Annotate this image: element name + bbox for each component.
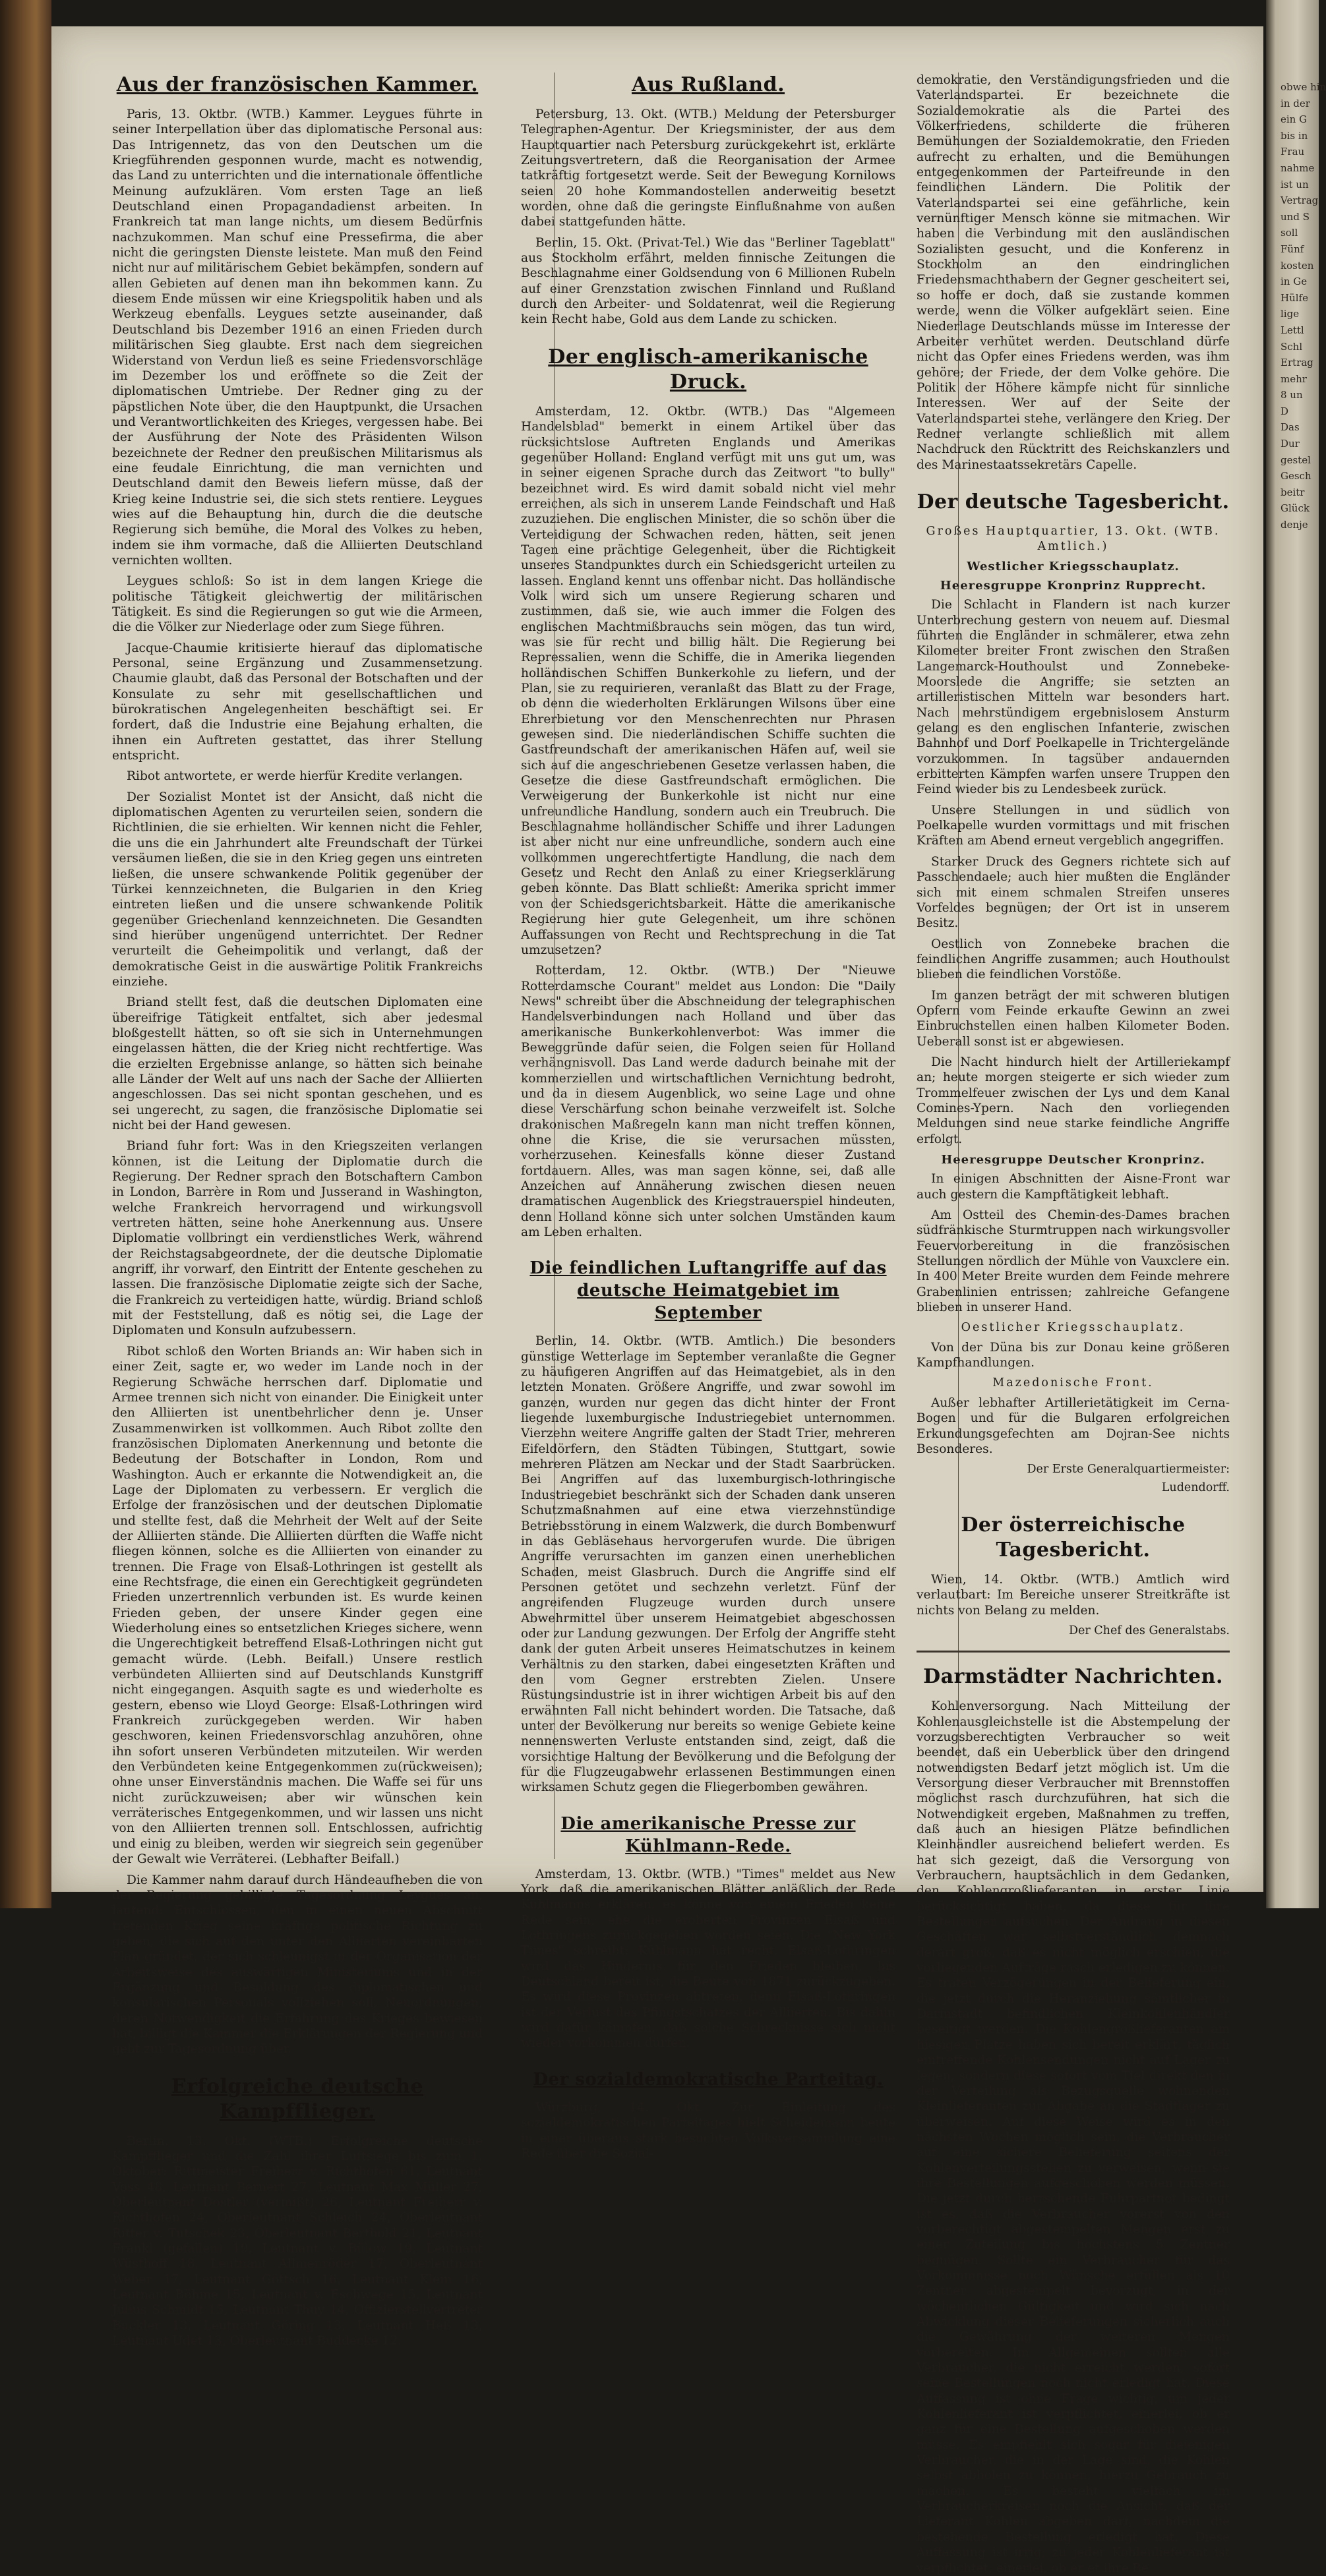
article-paragraph: Jacque-Chaumie kritisierte hierauf das diplomatische Personal, seine Ergänzung und Zusammensetzung. Chaumie glaubt, daß das Personal der Botschaften und der Konsulate zu sehr mit gesellschaftlichen und bürokratischen Angelegenheiten beschäftigt sei. Er fordert, daß die Industrie eine Bejahung erhalten, die ihnen ein Auftreten gestattet, das ihrer Stellung entspricht.: [112, 641, 483, 763]
headline-french-chamber: Aus der französischen Kammer.: [116, 73, 479, 96]
headline-fighter-pilots: Erfolgreiche deutsche Kampfflieger.: [171, 2074, 424, 2123]
article-paragraph: Starker Druck des Gegners richtete sich auf Passchendaele; auch hier mußten die Engländer sich mit einem schmalen Streifen unseres Vorfeldes begnügen; der Ort ist in unserem Besitz.: [917, 854, 1230, 931]
adjacent-page-fragment: 8 un: [1281, 389, 1303, 401]
adjacent-page-column: [1281, 79, 1326, 1875]
article-paragraph: Berlin, 14. Oktbr. (WTB. Amtlich.) Die besonders günstige Wetterlage im September veranlaßte die Gegner zu häufigeren Angriffen auf das Heimatgebiet, als in den letzten Monaten. Größere Angriffe, und zwar sowohl im ganzen, wurden nur gegen das dicht hinter der Front liegende luxemburgische Industriegebiet unternommen. Vierzehn weitere Angriffe galten der Stadt Trier, mehreren Eifeldörfern, den Städten Tübingen, Stuttgart, sowie mehreren Plätzen am Neckar und der Stadt Saarbrücken. Bei Angriffen auf das luxemburgisch-lothringische Industriegebiet beschränkt sich der Schaden dank unseren Schutzmaßnahmen auf eine etwa vierzehnstündige Betriebsstörung in einem Walzwerk, die durch Bombenwurf in das Gebläsehaus hervorgerufen wurde. Die übrigen Angriffe verursachten im ganzen einen unerheblichen Schaden, meist Glasbruch. Durch die Angriffe sind elf Personen getötet und sechzehn verletzt. Fünf der angreifenden Flugzeuge wurden durch unsere Abwehrmittel über unserem Heimatgebiet abgeschossen oder zur Landung gezwungen. Der Erfolg der Angriffe steht dank der guten Arbeit unseres Heimatschutzes in keinem Verhältnis zu den starken, dabei eingesetzten Kräften und den vom Gegner erstrebten Zielen. Unsere Rüstungsindustrie ist in ihrer wichtigen Arbeit bis auf den erwähnten Fall nicht behindert worden. Die Tatsache, daß unter der Bevölkerung nur bereits so wenige Gebiete keine nennenswerten Verluste entstanden sind, zeigt, daß die vorsichtige Haltung der Bevölkerung und die Befolgung der für die Flugzeugabwehr erlassenen Bestimmungen einen wirksamen Schutz gegen die Fliegerbomben gewähren.: [521, 1334, 895, 1795]
adjacent-page-fragment: Fünf: [1281, 243, 1304, 255]
article-paragraph: Außer lebhafter Artillerietätigkeit im Cerna-Bogen und für die Bulgaren erfolgreichen Erkundungsgefechten am Dojran-See nichts Besonderes.: [917, 1395, 1230, 1456]
newspaper-page: [51, 26, 1263, 2575]
book-binding: [0, 0, 51, 1908]
adjacent-page-fragment: beitr: [1281, 486, 1305, 498]
column-1: [112, 73, 483, 2349]
adjacent-page-fragment: soll: [1281, 227, 1298, 239]
column-3: [917, 73, 1230, 2575]
report-signature: Der Chef des Generalstabs.: [1068, 1624, 1230, 1637]
article-paragraph: Kohlenversorgung. Nach Mitteilung der Kohlenausgleichstelle ist die Abstempelung der vorzugsberechtigten Verbraucher so weit beendet, daß ein Ueberblick über den dringend notwendigsten Bedarf jetzt möglich ist. Um die Versorgung dieser Verbraucher mit Brennstoffen möglichst rasch durchzuführen, hat sich die Notwendigkeit ergeben, Maßnahmen zu treffen, daß auch an hiesigen Plätze befindlichen Kleinhändler ausreichend beliefert werden. Es hat sich gezeigt, daß die Versorgung von Verbrauchern, hauptsächlich in dem Gedanken, den Kohlengroßlieferanten in erster Linie berücksichtigt haben, da diese für ihre Bestellungen aufsuchen. Der Andrang in diesen Geschäften war selbstverständlich demnach derart groß, daß es nicht möglich erschien, die vorliegenden Aufträge rasch erledigen zu können. Es traten Verzögerungen in der Belieferung ein, die jetzt durch die Heranziehung sämtlicher in Darmstadt befindlichen Kleinkohlenhändler beseitigt werden. Die Kohlengroßlieferanten am hiesigen Platze haben sich bereit erklärt, täglich eintreffende Kohlensendungen nicht auf Lager zu legen, sondern diese sofort vom Tiel direkt den in der Verteilung als Bezugsquelle wohnenden Kleinlieferanten zur Abgabe an die Stadtlager zu überweisen. Auf diese Weise wird es in den nächsten Wochen möglich sein, die Verbraucher auf eine sichere Belieferung seitens der Kohlenverteilungsstellen zu verweisen, wenn sie ihre Bestellungen aufgeschoben werden müssen. Die jetzt durch herrschende Fuhrpartnot bedingt ist es, daß die Verbraucher vorerst von den vorberechtigt abgestempelten Mengen erst zu einer Zuteilung bis höchstens 5 Zentner begnügen. Sollte ein Verbraucher für das Vorkommnisse noch Wünsche erfüllen als 10 Zentner abgestempelt bevorzugt, in der wöchentlichen Gültigkeit und wird sich nach Abwicklung dieser Belieferungen sicherlich auch die Gewährung der weiteren Mengen vorbereiten. Im Allgemeinen sollten alle Verbraucher, die nicht erreicht werden, sofort seine Bestellungen noch nicht erledigt hat. Diese Auffassung ist ohne Frage wichtig, um jeder Kohlenlieferant ist verpflichtet, einerlei, ob er ganz für eine Bestellung aufgeschoben werden müsse. Es empfiehlt sich sogar für diejenigen Verbraucher, die in der Lage sind, die Kohlen selbst abholen zu können, hierzu Gebrauch zu machen. Es besteht vielfach im Verbraucherkreisen noch die Ansicht, daß der Lieferant Kohlen abgeben darf, nachdem die bestehende Bestellung erledigt hat. Diese Auffassung ist irrig; zu jeder Kohlenlieferant ist verpflichtet, einerlei, ob er et ihre Be: [917, 1699, 1230, 2575]
headline-anglo-american-pressure: Der englisch-amerikanische Druck.: [548, 345, 868, 394]
report-dateline: Großes Hauptquartier, 13. Okt. (WTB. Amtlich.): [926, 524, 1221, 554]
article-paragraph: Der Sozialist Montet ist der Ansicht, daß nicht die diplomatischen Agenten zu verurteilen seien, sondern die Richtlinien, die sie erhielten. Wir kennen nicht die Fehler, die uns die ein Jahrhundert alte Freundschaft der Türkei versäumen ließen, die sie in den Krieg gegen uns eintreten ließen, die unsere schwankende Politik gegenüber der Türkei kennzeichneten, die Bulgarien in den Krieg eintreten ließen und die unsere schwankende Politik gegenüber Griechenland kennzeichneten. Die Gesandten sind hierüber ungenügend unterrichtet. Der Redner verurteilt die Geheimpolitik und verlangt, daß der demokratische Geist in die auswärtige Politik Frankreichs einziehe.: [112, 790, 483, 989]
article-paragraph: Berlin, 15. Okt. (Privat-Tel.) Wie das "Berliner Tageblatt" aus Stockholm erfährt, melden finnische Zeitungen die Beschlagnahme einer Goldsendung von 6 Millionen Rubeln auf einer Grenzstation zwischen Finnland und Rußland durch den Arbeiter- und Soldatenrat, weil die Regierung kein Recht habe, Gold aus dem Lande zu schicken.: [521, 235, 895, 327]
article-paragraph: In einigen Abschnitten der Aisne-Front war auch gestern die Kampftätigkeit lebhaft.: [917, 1172, 1230, 1202]
article-paragraph: Die Schlacht in Flandern ist nach kurzer Unterbrechung gestern von neuem auf. Diesmal führten die Engländer in schmälerer, etwa zehn Kilometer breiter Front zwischen den Straßen Langemarck-Houthoulst und Zonnebeke-Moorslede die Angriffe; sie setzten an artilleristischen Mitteln war besonders hart. Nach mehrstündigem ergebnislosem Ansturm gelang es den englischen Infanterie, zwischen Bahnhof und Dorf Poelkapelle in Trichtergelände vorzukommen. In tagsüber andauernden erbitterten Kämpfen warfen unsere Truppen den Feind wieder bis zu Lendesbeek zurück.: [917, 598, 1230, 797]
adjacent-page-fragment: kosten: [1281, 259, 1314, 272]
article-paragraph: Die Kammer nahm darauf durch Händeaufheben die von der Regierung gebilligte Tagesordnung Leygues an, lautend: Entschlossen, den in einen neuen Abschnitt tretenden Krieg seine kräftige politische Richtung zu geben, die sich auf den unter den Alliierten vereinbarten Plan gründet, der sich schleunigst in der Organisation der Arbeitsweise des auswärtigen Ministeriums und in der Ergänzung und Besoldung des diplomatischen und konsularischen Personals vollziehen soll, Neuordnungen, deren Notwendigkeit die Erfahrung des Krieges bewiesen hat, billigt die Kammer die Erklärungen der Regierung und geht zur Tagesordnung über.: [112, 1873, 483, 2057]
headline-german-daily-report: Der deutsche Tagesbericht.: [917, 490, 1230, 513]
adjacent-page-fragment: mehr: [1281, 372, 1307, 385]
article-paragraph: Ribot schloß den Worten Briands an: Wir haben sich in einer Zeit, sagte er, wo weder im Lande noch in der Regierung Schwäche herrschen darf. Diplomatie und Armee trennen sich nicht von einander. Die Einigkeit unter den Alliierten ist unentbehrlicher denn je. Unser Zusammenwirken ist vollkommen. Auch Ribot zollte den französischen Diplomaten Anerkennung und betonte die Bedeutung der Botschafter in London, Rom und Washington. Auch er erkannte die Notwendigkeit an, die Lage der Diplomaten zu verbessern. Er verglich die Erfolge der französischen und der deutschen Diplomatie und stellte fest, daß die Mehrheit der Welt auf der Seite der Alliierten stände. Die Alliierten dürften die Waffe nicht fliegen können, solche es die Alliierten von einander zu trennen. Die Frage von Elsaß-Lothringen ist gestellt als eine Rechtsfrage, die einen ein Gerechtigkeit gegründeten Frieden unzertrennlich verbunden ist. Es wurde keinen Frieden geben, der unsere Kinder gegen eine Wiederholung eines so entsetzlichen Krieges sichere, wenn die Ungerechtigkeit betreffend Elsaß-Lothringen nicht gut gemacht würde. (Lebh. Beifall.) Unsere restlich verbündeten Alliierten sind auf Deutschlands Kunstgriff nicht eingegangen. Asquith sagte es und wiederholte es gestern, ebenso wie Lloyd George: Elsaß-Lothringen wird Frankreich zurückgegeben werden. Wir haben geschworen, keinen Friedensvorschlag anzuhören, ohne ihn sofort unseren Verbündeten mitzuteilen. Wir werden den Verbündeten keine Entgegenkommen zu(rückweisen); ohne unser Einverständnis machen. Die Waffe sei für uns nicht zurückzuweisen; aber wir wünschen kein verräterisches Entgegenkommen, und wir lassen uns nicht von den Alliierten trennen soll. Entschlossen, aufrichtig und einig zu bleiben, werden wir siegreich sein gegenüber der Gewalt wie Verräterei. (Lebhafter Beifall.): [112, 1344, 483, 1867]
adjacent-page-fragment: lige: [1281, 308, 1300, 320]
adjacent-page-fragment: Vertrag: [1281, 194, 1319, 207]
headline-darmstadt-news: Darmstädter Nachrichten.: [923, 1665, 1223, 1689]
adjacent-page-fragment: Dur: [1281, 438, 1300, 450]
article-paragraph: Amsterdam, 12. Oktbr. (WTB.) Das "Algemeen Handelsblad" bemerkt in einem Artikel über das rücksichtslose Auftreten Englands und Amerikas gegenüber Holland: England verfügt mit uns gut um, was in seiner eigenen Sprache durch das Zeitwort "to bully" bezeichnet wird. Es wird damit sobald nicht viel mehr erreichen, als sich in unserem Lande Feindschaft und Haß zuzuziehen. Die englischen Minister, die so schön über die Verteidigung der Schwachen reden, hätten, seit jenen Tagen eine prächtige Gelegenheit, über die Richtigkeit unseres Standpunktes durch ein Schiedsgericht urteilen zu lassen. England kennt uns offenbar nicht. Das holländische Volk wird sich um unsere Regierung scharen und zustimmen, daß sie, wie auch immer die Folgen des englischen Machtmißbrauchs sein mögen, das tun wird, was sie für recht und billig hält. Die Regierung bei Repressalien, wenn die Schiffe, die in Amerika liegenden holländischen Schiffen Bunkerkohle zu liefern, und der Plan, sie zu requirieren, veranlaßt das Blatt zu der Frage, ob denn die wiederholten Erklärungen Wilsons über eine Ehrerbietung vor den Menschenrechten nur Phrasen gewesen sind. Die niederländischen Schiffe suchten die Gastfreundschaft der amerikanischen Häfen auf, weil sie sich auf die angeschriebenen Gesetze verlassen haben, die Gesetze die diese Gastfreundschaft ermöglichen. Die Verweigerung der Bunkerkohle ist nicht nur eine unfreundliche Handlung, sondern auch ein Treubruch. Die Beschlagnahme holländischer Schiffe und ihrer Ladungen ist aber nicht nur eine unfreundliche, sondern auch eine vollkommen ungerechtfertigte Handlung, die nach dem Gesetz und Recht den Anlaß zu einer Kriegserklärung geben könnte. Das Blatt schließt: Amerika spricht immer von der Schiedsgerichtsbarkeit. Hätte die amerikanische Regierung hier gute Gelegenheit, um ihre schönen Auffassungen von Recht und Rechtsprechung in die Tat umzusetzen?: [521, 404, 895, 957]
column-2: [521, 73, 895, 2161]
section-divider: [917, 1651, 1230, 1653]
article-paragraph: Berlin, 13. Okt. (WTB.) Erfolgreiche deutsche Kampfflieger und die Zahl ihrer Luftsiege bis zum 1. Oktober: Rittmeister Freiherr v. Richthofen 61, Leutnant Voss 48, Leutnant Bernert 27, Leutnant Max Müller 27, Oberleutnant Dostler (vermißt) 26, Leutnant Freiherr v. Richthofen 24, Oberleutnant Schleich 24, Oberleutnant Ritter v. Tutschek 23, Oberleutnant Berthold 21, Leutnant Frankl (gefallen) 19, Leutnant v. Bülow 19, Leutnant Wüsthoff 18, Leutnant Allmenröder 17, Oberleutnant Weber 17, Leutnant Göttsch 16, Leutnant Klein 16, Leutnant Böhme 15, Leutnant v. Eschwege 15, Leutnant Julius Schmidt 15, Leutnant Thuy 14, Offizierstellvertreter Buckler 13, Leutnant Göring 13, Leutnant Heß 13, Leutnant Udet 13, Oberleutnant Buddecke 12.: [112, 2134, 483, 2349]
article-paragraph: Am Ostteil des Chemin-des-Dames brachen südfränkische Sturmtruppen nach wirkungsvoller Feuervorbereitung in die französischen Stellungen nördlich der Mühle von Vauxclere ein. In 400 Meter Breite wurden dem Feinde mehrere Grabenlinien entrissen; zahlreiche Gefangene blieben in unserer Hand.: [917, 1208, 1230, 1315]
headline-party-congress: Der sozialdemokratische Parteitag.: [533, 2069, 884, 2090]
article-paragraph: Oestlich von Zonnebeke brachen die feindlichen Angriffe zusammen; auch Houthoulst blieben die feindlichen Vorstöße.: [917, 937, 1230, 982]
adjacent-page-edge: [1266, 0, 1326, 1908]
article-paragraph: Würzburg, 14. Okt. Zur Einleitung des sozialdemokratischen Parteitages hielt Scheidemann heute in einer überaus stark besuchten Volksversammlung eine Rede über die Sozial-: [521, 2100, 895, 2161]
report-subheading: Oestlicher Kriegsschauplatz.: [961, 1321, 1186, 1335]
article-paragraph: Briand stellt fest, daß die deutschen Diplomaten eine übereifrige Tätigkeit entfaltet, sich aber jedesmal bloßgestellt hätten, so oft sie sich in Unternehmungen eingelassen hätten, die der Krieg nicht rechtfertige. Was die erzielten Ergebnisse anlange, so hätten sich beinahe alle Länder der Welt auf uns nach der Sache der Alliierten angeschlossen. Das sei nicht spontan geschehen, und es sei ungerecht, zu sagen, die französische Diplomatie sei nicht bei der Hand gewesen.: [112, 995, 483, 1132]
article-paragraph: Briand fuhr fort: Was in den Kriegszeiten verlangen können, ist die Leitung der Diplomatie durch die Regierung. Der Redner sprach den Botschaftern Cambon in London, Barrère in Rom und Jusserand in Washington, welche Frankreich hervorragend und wirkungsvoll vertreten hätten, seine hohe Anerkennung aus. Unsere Diplomatie vollbringt ein verdienstliches Werk, während der Reichstagsabgeordnete, der die deutsche Diplomatie angriff, ihr vorwarf, den Eintritt der Entente geschehen zu lassen. Die französische Diplomatie zeigte sich der Sache, die Frankreich zu verteidigen hatte, würdig. Briand schloß mit der Feststellung, daß es nötig sei, die Lage der Diplomaten und Konsuln aufzubessern.: [112, 1139, 483, 1338]
adjacent-page-fragment: Hülfe: [1281, 291, 1308, 304]
article-paragraph: Die Nacht hindurch hielt der Artilleriekampf an; heute morgen steigerte er sich wieder zum Trommelfeuer zwischen der Lys und dem Kanal Comines-Ypern. Nach den vorliegenden Meldungen sind neue starke feindliche Angriffe erfolgt.: [917, 1055, 1230, 1146]
adjacent-page-fragment: Lettl: [1281, 324, 1304, 336]
article-paragraph: Ribot antwortete, er werde hierfür Kredite verlangen.: [127, 769, 463, 784]
article-paragraph: Petersburg, 13. Okt. (WTB.) Meldung der Petersburger Telegraphen-Agentur. Der Kriegsminister, der aus dem Hauptquartier nach Petersburg zurückgekehrt ist, erklärte Zeitungsvertretern, daß die Reorganisation der Armee tatkräftig fortgesetzt werde. Seit der Bewegung Kornilows seien 20 hohe Kommandostellen anderweitig besetzt worden, ohne daß die geringste Einflußnahme von außen dabei stattgefunden hätte.: [521, 107, 895, 229]
adjacent-page-fragment: Gesch: [1281, 470, 1311, 483]
adjacent-page-fragment: obwe hin: [1281, 81, 1326, 93]
article-paragraph: Im ganzen beträgt der mit schweren blutigen Opfern vom Feinde erkaufte Gewinn an zwei Einbruchstellen einen halben Kilometer Boden. Ueberall sonst ist er abgewiesen.: [917, 988, 1230, 1049]
adjacent-page-fragment: gestel: [1281, 454, 1311, 466]
adjacent-page-fragment: und S: [1281, 210, 1310, 223]
article-paragraph: Amsterdam, 13. Oktbr. (WTB.) "Times" meldet aus New York, daß die amerikanischen Blätter anläßlich der Rede Kühlmanns erklären, es könne von einem Frieden keine Rede sein, ehe die eroberten Provinzen Elsaß und Lothringens zurückgegeben worden seien. Die "New York Times" schreibt: Kühlmann hat recht. Elsaß-Lothringen wird das Hindernis für den Frieden bleiben, bis Deutschland bereit ist, die Beute von 1871 zurückzugeben. Es wird diese Provinzen abtreten, denn Elsaß-Lothringen ist der Verlust des Pfingstschatzes der Alliierten. Bis dahin wird dafür kämpfen, daß solche Schrecknisse sich nicht wieder vorkommen dürfen.: [521, 1867, 895, 2051]
article-paragraph: Unsere Stellungen in und südlich von Poelkapelle wurden vormittags und mit frischen Kräften am Abend erneut vergeblich angegriffen.: [917, 803, 1230, 848]
article-paragraph: Wien, 14. Oktbr. (WTB.) Amtlich wird verlautbart: Im Bereiche unserer Streitkräfte ist nichts von Belang zu melden.: [917, 1572, 1230, 1618]
adjacent-page-fragment: Frau: [1281, 146, 1305, 158]
report-signature: Der Erste Generalquartiermeister:: [1027, 1463, 1230, 1477]
report-subheading: Heeresgruppe Kronprinz Rupprecht.: [940, 578, 1207, 593]
adjacent-page-fragment: Schl: [1281, 340, 1303, 353]
adjacent-page-fragment: in Ge: [1281, 276, 1308, 288]
adjacent-page-fragment: Ertrag: [1281, 357, 1313, 369]
article-paragraph: Leygues schloß: So ist in dem langen Kriege die politische Tätigkeit gleichwertig der militärischen Tätigkeit. Es sind die Regierungen so gut wie die Armeen, die die Völker zur Niederlage oder zum Siege führen.: [112, 574, 483, 635]
article-paragraph: Rotterdam, 12. Oktbr. (WTB.) Der "Nieuwe Rotterdamsche Courant" meldet aus London: Die "Daily News" schreibt über die Abschneidung der telegraphischen Handelsverbindungen nach Holland und über das amerikanische Bunkerkohlenverbot: Was immer die Beweggründe dafür seien, die Folgen seien für Holland verhängnisvoll. Das Land werde dadurch beinahe mit der kommerziellen und wirtschaftlichen Vernichtung bedroht, und da in diesem Augenblick, wo seine Lage und ohne diese Verschärfung schon beinahe verzweifelt ist. Solche drakonischen Maßregeln kann man nicht treffen können, ohne die Krise, die sie verursachen müssten, vorherzusehen. Keinesfalls könne dieser Zustand fortdauern. Alles, was man sagen könne, sei, daß alle Anzeichen auf Annäherung zwischen diesen neuen dramatischen Augenblick des Kriegstrauerspiel hindeuten, denn Holland könne sich unter solchen Umständen kaum am Leben erhalten.: [521, 964, 895, 1240]
adjacent-page-fragment: bis in: [1281, 129, 1308, 142]
report-subheading: Mazedonische Front.: [992, 1376, 1154, 1390]
article-paragraph: Von der Düna bis zur Donau keine größeren Kampfhandlungen.: [917, 1340, 1230, 1370]
adjacent-page-fragment: ein G: [1281, 113, 1308, 126]
adjacent-page-fragment: denje: [1281, 519, 1308, 531]
article-paragraph: demokratie, den Verständigungsfrieden und die Vaterlandspartei. Er bezeichnete die Sozialdemokratie als die Partei des Völkerfriedens, schilderte die früheren Bemühungen der Sozialdemokratie, den Frieden aufrecht zu erhalten, und die Bemühungen entgegenkommen der Parteifreunde in den feindlichen Ländern. Die Politik der Vaterlandspartei sei eine gefährliche, kein vernünftiger Mensch könne sie mitmachen. Wir haben die Verbindung mit den ausländischen Sozialisten gesucht, und die Konferenz in Stockholm an den eindringlichen Friedensmachthabern der Gegner gescheitert sei, so hoffe er doch, daß sie zustande kommen werde, wenn die Völker aufgeklärt seien. Eine Niederlage Deutschlands müsse im Interesse der Arbeiter verhütet werden. Deutschland dürfe nicht das Opfer eines Friedens werden, was ihm gehöre; der Friede, der dem Volke gehöre. Die Politik der Höhere kämpfe nicht für sinnliche Interessen. Wer auf der Seite der Vaterlandspartei stehe, verlängere den Krieg. Der Redner verlangte schließlich mit allem Nachdruck den Rücktritt des Reichskanzlers und des Marinestaatssekretärs Capelle.: [917, 73, 1230, 472]
adjacent-page-fragment: in der: [1281, 97, 1310, 109]
headline-austrian-daily-report: Der österreichische Tagesbericht.: [961, 1513, 1186, 1562]
adjacent-page-fragment: Glück: [1281, 502, 1310, 515]
adjacent-page-fragment: D: [1281, 405, 1289, 417]
report-subheading: Heeresgruppe Deutscher Kronprinz.: [941, 1153, 1205, 1167]
adjacent-page-fragment: nahme: [1281, 161, 1315, 174]
headline-american-press: Die amerikanische Presse zur Kühlmann-Rede.: [560, 1813, 856, 1856]
report-subheading: Westlicher Kriegsschauplatz.: [967, 559, 1180, 573]
article-paragraph: Paris, 13. Oktbr. (WTB.) Kammer. Leygues führte in seiner Interpellation über das diplomatische Personal aus: Das Intrigennetz, das von den Deutschen um die Kriegführenden gesponnen wurde, macht es notwendig, das Land zu unterrichten und die internationale öffentliche Meinung aufzuklären. Vom ersten Tage an ließ Deutschland einen Propagandadienst arbeiten. In Frankreich tat man lange nichts, um diesem Bedürfnis nachzukommen. Man schuf eine Pressefirma, die aber nicht die geringsten Dienste leistete. Man muß den Feind nicht nur auf militärischem Gebiet bekämpfen, sondern auf allen Gebieten auf denen man ihn bekommen kann. Zu diesem Ende müssen wir eine Kriegspolitik haben und als Werkzeug ebenfalls. Leygues setzte auseinander, daß Deutschland bis Dezember 1916 an einen Frieden durch militärischen Sieg glaubte. Erst nach dem siegreichen Widerstand von Verdun ließ es seine Friedensvorschläge im Dezember los und eröffnete so die Zeit der diplomatischen Umtriebe. Der Redner ging zu der päpstlichen Note über, die den Hauptpunkt, die Ursachen und Verantwortlichkeiten des Krieges, vergessen habe. Bei der Ausführung der Note des Präsidenten Wilson bezeichnete der Redner den preußischen Militarismus als eine feudale Einrichtung, die man vernichten und Deutschland damit den Beweis liefern müsse, daß der Krieg keine Industrie sei, die sich stets rentiere. Leygues wies auf die Behauptung hin, durch die die deutsche Regierung sich bemühe, die Moral des Volkes zu heben, indem sie ihm vormache, daß die Alliierten Deutschland vernichten wollten.: [112, 107, 483, 568]
adjacent-page-fragment: Das: [1281, 421, 1300, 434]
headline-russia: Aus Rußland.: [631, 73, 785, 96]
adjacent-page-fragment: ist un: [1281, 178, 1309, 190]
headline-air-raids: Die feindlichen Luftangriffe auf das deutsche Heimatgebiet im September: [529, 1258, 887, 1324]
report-signature: Ludendorff.: [1161, 1480, 1230, 1494]
